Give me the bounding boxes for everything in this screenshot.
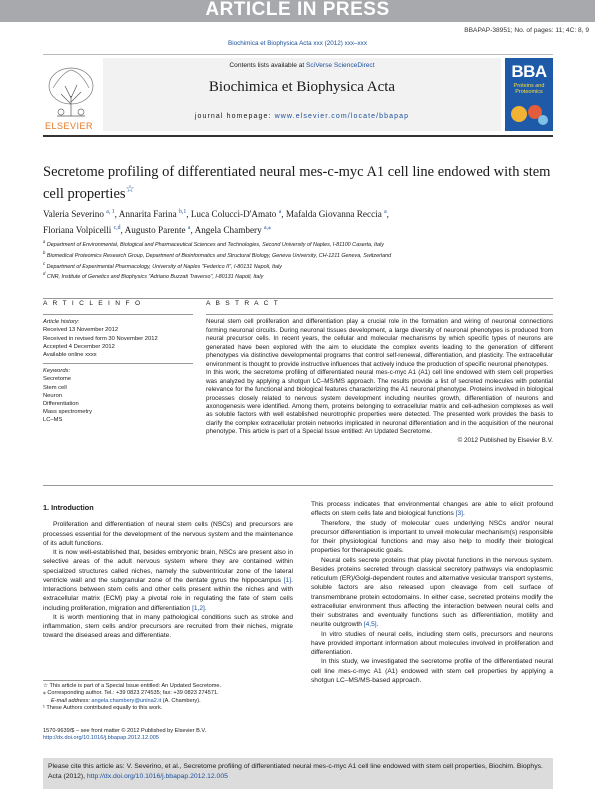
affiliation (43, 249, 553, 260)
history-item: Received 13 November 2012 (43, 327, 119, 334)
issn-line: 1570-9639/$ – see front matter © 2012 Published by Elsevier B.V. (43, 728, 207, 734)
cover-logo: BBA (511, 62, 547, 81)
paragraph-text: Proliferation and differentiation of neural stem cells (NSCs) and precursors are processes essential for the development of the nervous system and the maintenance of its adult functions. (43, 521, 293, 547)
author-name[interactable]: Floriana Volpicelli (43, 224, 112, 235)
paragraph-text: . (204, 604, 207, 612)
abstract-rule (206, 314, 553, 315)
keyword: Stem cell (43, 384, 67, 391)
keywords-label: Keywords: (43, 368, 71, 375)
paragraph-text: . (463, 510, 465, 518)
email-tail: (A. Chambery). (161, 697, 201, 704)
abstract-para-2: In this work, the secretome profiling of differentiated neural mes-c-myc A1 (A1) cell line endowed with stem cell properties was analyzed by applying a shotgun LC–MS/MS approach. The results provide a list of secreted molecules with potential relevance for the functional and biological features characterizing the A1 neuronal phenotype. Proteins involved in biological processes closely related to nervous system development including neurites growth, differentiation of neurons and axonogenesis were identified. Among them, proteins belonging to extracellular matrix and cell-adhesion complexes as well as soluble factors with well established neurotrophic properties were detected. The presented work provides the basis to clarify the complex extracellular protein networks implicated in neuronal differentiation and in the acquisition of the neuronal phenotype. This article is part of a Special Issue entitled: An Updated Secretome. (206, 369, 553, 436)
footnote-equal-contribution: ¹ These Authors contributed equally to this work. (43, 705, 163, 712)
affiliations (43, 238, 553, 281)
journal-title: Biochimica et Biophysica Acta (208, 79, 396, 95)
email-label: E-mail address: (51, 697, 92, 704)
keyword-list (43, 375, 193, 424)
cover-art (507, 100, 551, 128)
article-title (43, 163, 563, 203)
elsevier-wordmark: ELSEVIER (45, 121, 94, 131)
body-left-column (43, 503, 293, 641)
footnote-rule (43, 680, 153, 681)
abstract-heading: A B S T R A C T (206, 300, 280, 307)
affiliation (43, 270, 553, 281)
homepage-link[interactable]: www.elsevier.com/locate/bbapap (274, 113, 410, 120)
title-footnote-mark[interactable]: ☆ (125, 184, 135, 195)
body-paragraph (311, 500, 553, 519)
citation-body: Please cite this article as: V. Severino, et al., Secretome profiling of differentiated neural mes-c-myc A1 cell line endowed with stem cell properties, Biochim. Biophys. Acta (2012), (48, 763, 543, 780)
body-paragraph (43, 548, 293, 613)
author-affil-mark[interactable]: b,1 (178, 209, 187, 215)
body-paragraph (43, 520, 293, 548)
section-heading-introduction: 1. Introduction (43, 503, 94, 512)
manuscript-ref: BBAPAP-38951; No. of pages: 11; 4C: 8, 9 (464, 27, 589, 34)
affiliation-text: Biomedical Proteomics Research Group, Department of Bioinformatics and Structural Biology, Geneva University, CH-1211 Geneva, Switzerland (46, 252, 392, 259)
section-rule (43, 298, 553, 299)
history-item: Accepted 4 December 2012 (43, 343, 115, 350)
paragraph-text: In this study, we investigated the secretome profile of the differentiated neural cell line mes-c-myc A1 (A1) endowed with stem cell properties by applying a shotgun LC–MS/MS-based approach. (311, 658, 553, 684)
keyword: LC–MS (43, 417, 63, 424)
article-title-text: Secretome profiling of differentiated neural mes-c-myc A1 cell line endowed with stem cell properties (43, 164, 551, 202)
right-paragraphs (311, 500, 553, 685)
affiliation-mark: c (43, 260, 46, 266)
paragraph-text: Neural cells secrete proteins that play pivotal functions in the nervous system. Besides proteins secreted through classical secretory pathways via endoplasmic reticulum (ER)/Golgi-dependent routes and alternative vesicular transport systems, soluble factors are also released upon cleavage from cell surface of transmembrane protein ectodomains. In either case, secreted proteins modify the extracellular environment thus affecting the interaction between neural cells and their substrates and eventually functions such as differentiation, motility and neurite outgrowth (311, 556, 553, 629)
affiliation-mark: b (43, 249, 46, 255)
authors-line-1: Valeria Severino $^{a, 1}$, Annarita Farina $^{b,1}$, Luca Colucci-D'Amato $^a$, Mafalda Giovanna Reccia $^a$, (43, 209, 389, 220)
author-name[interactable]: Augusto Parente (124, 224, 186, 235)
paragraph-text: It is now well-established that, besides embryonic brain, NSCs are present also in selective areas of the adult nervous system where they are contained within specialized structures called niches, namely the subventricular zone of the lateral ventricle wall and the subgranular zone of the dentate gyrus the hippocampus (43, 549, 293, 584)
contents-line (103, 62, 501, 69)
affiliation-text: Department of Environmental, Biological and Pharmaceutical Sciences and Technologies, Second University of Naples, I-81100 Caserta, Italy (46, 241, 384, 248)
affiliation-mark: d (43, 271, 46, 277)
keyword: Neuron (43, 392, 63, 399)
keyword: Secretome (43, 376, 72, 383)
copyright: © 2012 Published by Elsevier B.V. (457, 436, 553, 444)
author-affil-mark[interactable]: a (384, 209, 387, 215)
paragraph-text: Therefore, the study of molecular cues underlying NSCs and/or neural precursor differentiation is important to unveil molecular mechanism(s) responsible for their physiological functions and may also help to modify their biological properties for therapeutic goals. (311, 519, 553, 555)
author-name[interactable]: Annarita Farina (118, 209, 177, 220)
doi-link[interactable]: http://dx.doi.org/10.1016/j.bbapap.2012.12.005 (43, 735, 160, 742)
citation-ref-link[interactable]: [1,2] (192, 604, 205, 612)
author-name[interactable]: Valeria Severino (43, 209, 104, 220)
article-info-heading: A R T I C L E I N F O (43, 300, 142, 307)
sciencedirect-link[interactable]: SciVerse ScienceDirect (306, 62, 375, 69)
affiliation-text: CNR, Institute of Genetics and Biophysics "Adriano Buzzati Traverso", I-80131 Napoli, Italy (46, 274, 264, 281)
body-paragraph (311, 519, 553, 556)
citation-ref-link[interactable]: [4,5] (363, 621, 377, 629)
footnotes (43, 683, 293, 713)
abstract (206, 300, 553, 445)
keyword: Differentiation (43, 401, 79, 408)
author-name[interactable]: Angela Chambery (194, 224, 262, 235)
citation-text (48, 762, 548, 782)
author-affil-mark[interactable]: a (278, 209, 282, 215)
citation-ref-link[interactable]: [1] (283, 576, 292, 584)
affiliation-text: Department of Experimental Pharmacology, University of Naples "Federico II", I-80131 Napoli, Italy (46, 263, 282, 270)
paragraph-text: It is worth mentioning that in many pathological conditions such as stroke and inflammation, stem cells and/or precursors are recruited from their niches, migrate toward the diseased areas and differentiate. (43, 613, 293, 640)
body-paragraph (311, 657, 553, 685)
history-item: Available online xxxx (43, 352, 97, 359)
abstract-bottom-rule (43, 485, 553, 486)
footnote-email (43, 698, 293, 705)
body-paragraph (311, 630, 553, 658)
affiliation-mark: a (43, 239, 46, 244)
paragraph-text: . Interactions between stem cells and other cells present within the niches and with extracellular matrix (ECM) play a pivotal role in regulating the fate of stem cells including proliferation, migration and differentiation (43, 576, 293, 612)
authors-line-2: Floriana Volpicelli $^{c,d}$, Augusto Parente $^a$, Angela Chambery $^{a,⁎}$ (43, 224, 271, 235)
issn-block (43, 728, 293, 743)
paragraph-text: In vitro studies of neural cells, including stem cells, precursors and neurons have provided important information about molecules involved in proliferation and differentiation. (311, 630, 553, 656)
body-right-column (311, 500, 553, 685)
author-affil-mark[interactable]: a (187, 224, 191, 231)
keyword: Mass spectrometry (43, 409, 92, 416)
author-affil-mark[interactable]: a, 1 (106, 209, 115, 215)
affiliation (43, 238, 553, 249)
author-name[interactable]: Luca Colucci-D'Amato (190, 209, 277, 220)
author-list (43, 206, 553, 237)
abstract-para-1: Neural stem cell proliferation and differentiation play a crucial role in the formation and wiring of neuronal connections forming neuronal circuits. During neuronal tissues development, a large diversity of neuronal phenotypes is produced from neural precursor cells. In recent years, the cellular and molecular mechanisms by which specific types of neurons are generated have been explored with the aim to elucidate the complex events leading to the generation of different phenotypes via distinctive developmental programs that control self-renewal, differentiation, and plasticity. The extracellular environment is thought to provide instructive influences that actively induce the production of specific neuronal phenotypes. (206, 318, 553, 368)
footnote-corresponding: ⁎ Corresponding author. Tel.: +39 0823 274535; fax: +39 0823 274571. (43, 690, 219, 697)
left-paragraphs (43, 520, 293, 640)
info-rule-2 (43, 363, 193, 364)
info-rule (43, 314, 193, 315)
citation-ref-link[interactable]: [3] (455, 510, 464, 518)
journal-ref-line[interactable]: Biochimica et Biophysica Acta xxx (2012) xxx–xxx (228, 40, 367, 47)
history-item: Received in revised form 30 November 2012 (43, 335, 158, 342)
citation-doi-link[interactable]: http://dx.doi.org/10.1016/j.bbapap.2012.12.005 (86, 773, 228, 780)
header-rule-top (43, 54, 553, 55)
paragraph-text: . (376, 621, 379, 629)
email-link[interactable]: angela.chambery@unina2.it (91, 697, 162, 704)
cover-subtitle: Proteins and Proteomics (513, 83, 545, 95)
homepage-prefix: journal homepage: (194, 113, 275, 120)
paragraph-text: This process indicates that environmental changes are able to elicit profound effects on stem cells fate and biological functions (311, 501, 553, 518)
author-affil-mark[interactable]: a,⁎ (263, 224, 271, 231)
affiliation (43, 260, 553, 271)
header-rule (43, 135, 553, 137)
contents-prefix: Contents lists available at (229, 62, 307, 69)
body-paragraph (311, 556, 553, 630)
history-label: Article history: (43, 319, 80, 326)
banner-title: ARTICLE IN PRESS (205, 0, 390, 20)
journal-homepage (103, 113, 501, 120)
history-list (43, 326, 193, 359)
article-info (43, 300, 193, 425)
footnote-special-issue: ☆ This article is part of a Special Issue entitled: An Updated Secretome. (43, 683, 222, 689)
author-affil-mark[interactable]: c,d (113, 224, 121, 231)
body-paragraph (43, 613, 293, 641)
author-name[interactable]: Mafalda Giovanna Reccia (285, 209, 382, 220)
